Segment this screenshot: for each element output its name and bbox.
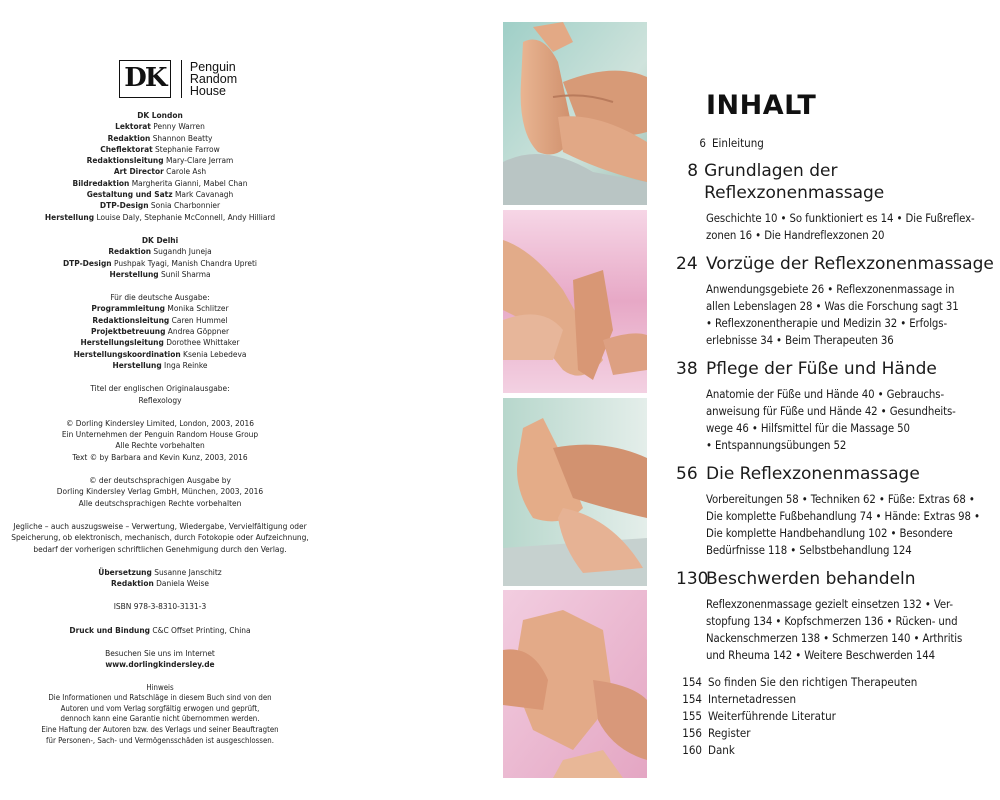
page-number: 130 bbox=[676, 569, 709, 589]
section-title: Die Reflexzonenmassage bbox=[706, 464, 920, 484]
translation-credits bbox=[0, 567, 320, 590]
section-title: Pflege der Füße und Hände bbox=[706, 359, 937, 379]
section-topics: Geschichte 10 • So funktioniert es 14 • Die Fußreflex- zonen 16 • Die Handreflexzonen 20 bbox=[706, 212, 975, 242]
page-title: INHALT bbox=[706, 90, 817, 121]
dk-delhi-credits bbox=[0, 235, 320, 280]
credit-row: Herstellungsleitung Dorothee Whittaker bbox=[80, 337, 240, 348]
credit-row: Herstellung Inga Reinke bbox=[112, 359, 208, 370]
dk-logo-mark: DK bbox=[119, 60, 171, 98]
copyright-english: © Dorling Kindersley Limited, London, 2003, 2016 Ein Unternehmen der Penguin Random House Group Alle Rechte vorbehalten Text © by Barbara and Kevin Kunz, 2003, 2016 bbox=[61, 417, 259, 462]
foot-reflex-photo bbox=[503, 398, 647, 586]
section-title: Grundlagen der Reflexzonenmassage bbox=[704, 161, 885, 203]
credit-row: Redaktion Daniela Weise bbox=[111, 578, 209, 589]
credit-row: Projektbetreuung Andrea Göppner bbox=[90, 326, 230, 337]
credit-row: Art Director Carole Ash bbox=[113, 166, 207, 177]
credit-row: Redaktion Sugandh Juneja bbox=[108, 246, 212, 257]
credit-row: Übersetzung Susanne Janschitz bbox=[98, 566, 222, 577]
page-number: 154 bbox=[682, 675, 702, 689]
entry-label: Internetadressen bbox=[708, 692, 797, 706]
toc-entry-intro[interactable] bbox=[676, 135, 998, 151]
page-number: 24 bbox=[676, 254, 698, 274]
section-heading[interactable] bbox=[676, 568, 998, 590]
credit-row: Herstellung Sunil Sharma bbox=[109, 268, 211, 279]
section-heading[interactable] bbox=[676, 358, 998, 380]
section-heading[interactable] bbox=[676, 463, 998, 485]
credit-row: Redaktionsleitung Caren Hummel bbox=[92, 314, 228, 325]
photo-strip bbox=[503, 22, 647, 778]
section-title: Beschwerden behandeln bbox=[706, 569, 916, 589]
penguin-random-house-wordmark: Penguin Random House bbox=[189, 60, 238, 98]
toc-section bbox=[676, 253, 998, 349]
page-number: 8 bbox=[687, 161, 699, 181]
website-block: Besuchen Sie uns im Internet www.dorlingkindersley.de bbox=[105, 647, 215, 670]
section-topics: Anatomie der Füße und Hände 40 • Gebrauchs- anweisung für Füße und Hände 42 • Gesundheits- wege 46 • Hilfsmittel für die Massage 50 • Entspannungsübungen 52 bbox=[706, 388, 956, 452]
credit-row: Cheflektorat Stephanie Farrow bbox=[100, 143, 220, 154]
credit-row: Herstellungskoordination Ksenia Lebedeva bbox=[73, 348, 247, 359]
entry-label: Register bbox=[708, 726, 751, 740]
imprint-column bbox=[0, 60, 320, 758]
dk-delhi-heading: DK Delhi bbox=[141, 234, 179, 245]
toc-section bbox=[676, 568, 998, 664]
toc-entry[interactable] bbox=[676, 742, 998, 758]
page-number: 160 bbox=[682, 743, 702, 757]
credit-row: Lektorat Penny Warren bbox=[115, 121, 205, 132]
hand-massage-photo bbox=[503, 210, 647, 393]
entry-label: Einleitung bbox=[712, 136, 764, 150]
entry-label: Dank bbox=[708, 743, 735, 757]
credit-row: Programmleitung Monika Schlitzer bbox=[91, 303, 229, 314]
toc-entry[interactable] bbox=[676, 708, 998, 724]
page-number: 6 bbox=[699, 136, 706, 150]
page-number: 38 bbox=[676, 359, 698, 379]
original-title-note: Titel der englischen Originalausgabe: Reflexology bbox=[90, 383, 230, 405]
section-topics: Anwendungsgebiete 26 • Reflexzonenmassage in allen Lebenslagen 28 • Was die Forschung sagt 31 • Reflexzonentherapie und Medizin 32 • Erfolgs- erlebnisse 34 • Beim Therapeuten 36 bbox=[706, 283, 959, 347]
toc-section bbox=[676, 160, 998, 244]
section-topics: Vorbereitungen 58 • Techniken 62 • Füße: Extras 68 • Die komplette Fußbehandlung 74 • Hände: Extras 98 • Die komplette Handbehandlung 102 • Besondere Bedürfnisse 118 • Selbstbehandlung 124 bbox=[706, 493, 980, 557]
credit-row: DTP-Design Pushpak Tyagi, Manish Chandra Upreti bbox=[62, 257, 258, 268]
credit-row: Gestaltung und Satz Mark Cavanagh bbox=[86, 189, 234, 200]
copyright-german: © der deutschsprachigen Ausgabe by Dorling Kindersley Verlag GmbH, München, 2003, 2016 Alle deutschsprachigen Rechte vorbehalten bbox=[56, 475, 264, 508]
toc-entry[interactable] bbox=[676, 674, 998, 690]
toc-section bbox=[676, 463, 998, 559]
section-title: Vorzüge der Reflexzonenmassage bbox=[706, 254, 994, 274]
credit-row: Redaktionsleitung Mary-Clare Jerram bbox=[86, 155, 234, 166]
toc-appendix-list bbox=[676, 674, 998, 758]
page-number: 56 bbox=[676, 464, 698, 484]
toc-entry[interactable] bbox=[676, 691, 998, 707]
page-number: 156 bbox=[682, 726, 702, 740]
dk-london-credits bbox=[0, 110, 320, 223]
dk-london-heading: DK London bbox=[137, 110, 183, 120]
rights-notice: Jegliche – auch auszugsweise – Verwertung, Wiedergabe, Vervielfältigung oder Speicherung, ob elektronisch, mechanisch, durch Fotokopie oder Aufzeichnung, bedarf der vorherigen schriftlichen Genehmigung durch den Verlag. bbox=[11, 520, 309, 554]
credit-row: Redaktion Shannon Beatty bbox=[107, 132, 213, 143]
section-heading[interactable] bbox=[676, 160, 998, 204]
german-edition-intro: Für die deutsche Ausgabe: bbox=[110, 292, 210, 303]
toc-section bbox=[676, 358, 998, 454]
page-number: 154 bbox=[682, 692, 702, 706]
credit-row: Bildredaktion Margherita Gianni, Mabel Chan bbox=[72, 177, 248, 188]
section-heading[interactable] bbox=[676, 253, 998, 275]
disclaimer-note: Hinweis Die Informationen und Ratschläge in diesem Buch sind von den Autoren und vom Verlag sorgfältig erwogen und geprüft, dennoch kann eine Garantie nicht übernommen werden. Eine Haftung der Autoren bzw. des Verlags und seiner Beauftragten für Personen-, Sach- und Vermögensschäden ist ausgeschlossen. bbox=[41, 682, 279, 745]
printing-credit: Druck und Bindung C&C Offset Printing, China bbox=[69, 624, 251, 635]
german-edition-credits bbox=[0, 292, 320, 371]
hand-reflex-photo bbox=[503, 590, 647, 778]
logo-divider bbox=[181, 60, 182, 98]
publisher-logo bbox=[36, 60, 320, 98]
toc-entry[interactable] bbox=[676, 725, 998, 741]
section-topics: Reflexzonenmassage gezielt einsetzen 132 • Ver- stopfung 134 • Kopfschmerzen 136 • Rücken- und Nackenschmerzen 138 • Schmerzen 140 • Arthritis und Rheuma 142 • Weitere Beschwerden 144 bbox=[706, 598, 963, 662]
page-number: 155 bbox=[682, 709, 702, 723]
isbn: ISBN 978-3-8310-3131-3 bbox=[113, 601, 207, 612]
foot-massage-photo bbox=[503, 22, 647, 205]
website-link[interactable]: www.dorlingkindersley.de bbox=[105, 659, 215, 670]
credit-row: DTP-Design Sonia Charbonnier bbox=[99, 200, 221, 211]
credit-row: Herstellung Louise Daly, Stephanie McConnell, Andy Hilliard bbox=[44, 211, 276, 222]
table-of-contents bbox=[676, 90, 998, 758]
entry-label: So finden Sie den richtigen Therapeuten bbox=[708, 675, 918, 689]
entry-label: Weiterführende Literatur bbox=[708, 709, 836, 723]
